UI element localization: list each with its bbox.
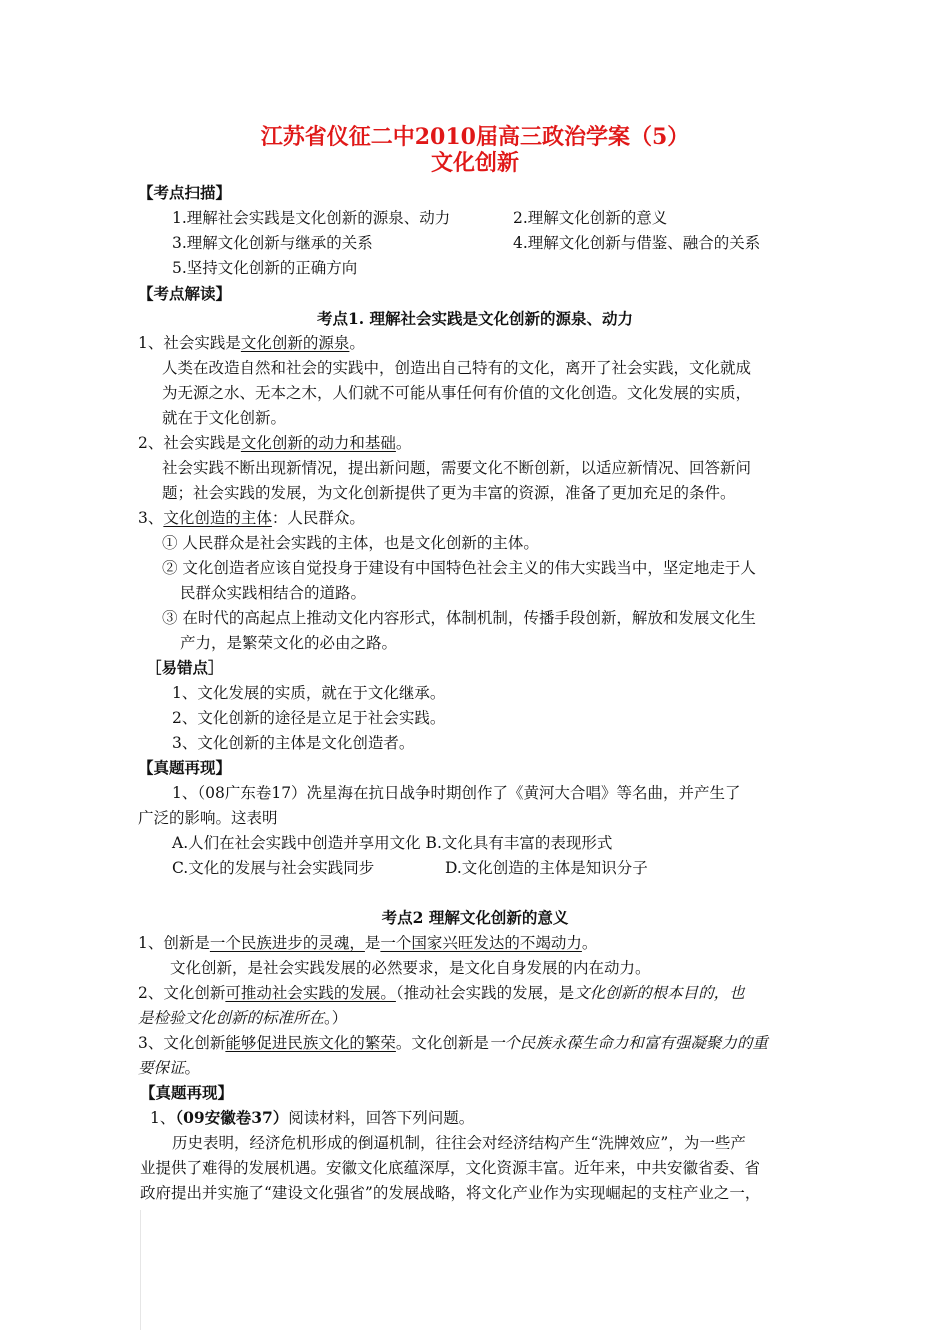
kp1-option-d: D.文化创造的主体是知识分子 [445, 859, 648, 877]
kp1-question-line-2: 广泛的影响。这表明 [138, 809, 278, 827]
kp1-p3-item-3-cont: 产力，是繁荣文化的必由之路。 [180, 634, 398, 652]
kp1-p2-line-1: 社会实践不断出现新情况，提出新问题，需要文化不断创新，以适应新情况、回答新问 [162, 459, 752, 477]
document-subtitle: 文化创新 [430, 150, 519, 176]
mistake-1: 1、文化发展的实质，就在于文化继承。 [172, 684, 446, 702]
real-heading-1: 【真题再现】 [138, 758, 232, 777]
kp2-point-3: 3、文化创新能够促进民族文化的繁荣。文化创新是一个民族永葆生命力和富有强凝聚力的重 [138, 1034, 768, 1052]
kp2-point-1: 1、创新是一个民族进步的灵魂，是一个国家兴旺发达的不竭动力。 [138, 934, 598, 952]
kp2-p1-body: 文化创新，是社会实践发展的必然要求，是文化自身发展的内在动力。 [170, 959, 651, 977]
kp2-point-2-cont: 是检验文化创新的标准所在。） [138, 1009, 348, 1027]
reading-heading: 【考点解读】 [138, 284, 232, 303]
kp1-option-c: C.文化的发展与社会实践同步 [172, 859, 375, 877]
kp1-options-ab: A.人们在社会实践中创造并享用文化 B.文化具有丰富的表现形式 [172, 834, 613, 852]
kp2-question: 1、（09安徽卷37）阅读材料，回答下列问题。 [150, 1108, 475, 1127]
kp1-p1-line-3: 就在于文化创新。 [162, 409, 287, 427]
kp1-p3-item-2: ② 文化创造者应该自觉投身于建设有中国特色社会主义的伟大实践当中，坚定地走于人 [162, 559, 756, 577]
mistakes-heading: ［易错点］ [146, 658, 224, 677]
kp2-material-line-1: 历史表明，经济危机形成的倒逼机制，往往会对经济结构产生“洗牌效应”，为一些产 [172, 1134, 746, 1152]
real-heading-2: 【真题再现】 [140, 1083, 234, 1102]
scan-item-3: 3.理解文化创新与继承的关系 [172, 234, 373, 252]
mistake-3: 3、文化创新的主体是文化创造者。 [172, 734, 415, 752]
scan-item-2: 2.理解文化创新的意义 [513, 209, 668, 227]
kp2-title: 考点2 理解文化创新的意义 [381, 908, 569, 927]
kp1-point-3: 3、文化创造的主体：人民群众。 [138, 509, 365, 527]
kp1-title: 考点1. 理解社会实践是文化创新的源泉、动力 [316, 309, 634, 328]
kp1-p1-line-2: 为无源之水、无本之木，人们就不可能从事任何有价值的文化创造。文化发展的实质， [162, 384, 752, 402]
kp2-material-line-3: 政府提出并实施了“建设文化强省”的发展战略，将文化产业作为实现崛起的支柱产业之一， [140, 1184, 761, 1202]
kp2-point-3-cont: 要保证。 [138, 1059, 201, 1077]
kp1-p1-line-1: 人类在改造自然和社会的实践中，创造出自己特有的文化，离开了社会实践，文化就成 [162, 359, 752, 377]
kp1-p3-item-1: ① 人民群众是社会实践的主体，也是文化创新的主体。 [162, 534, 539, 552]
scan-item-4: 4.理解文化创新与借鉴、融合的关系 [513, 234, 761, 252]
kp1-p3-item-3: ③ 在时代的高起点上推动文化内容形式，体制机制，传播手段创新，解放和发展文化生 [162, 609, 756, 627]
kp1-p3-item-2-cont: 民群众实践相结合的道路。 [180, 584, 367, 602]
margin-line [140, 1210, 141, 1330]
mistake-2: 2、文化创新的途径是立足于社会实践。 [172, 709, 446, 727]
kp2-point-2: 2、文化创新可推动社会实践的发展。（推动社会实践的发展，是文化创新的根本目的，也 [138, 984, 745, 1002]
scan-item-5: 5.坚持文化创新的正确方向 [172, 259, 358, 277]
document-title: 江苏省仪征二中2010届高三政治学案（5） [260, 124, 690, 150]
scan-heading: 【考点扫描】 [138, 183, 232, 202]
kp2-material-line-2: 业提供了难得的发展机遇。安徽文化底蕴深厚，文化资源丰富。近年来，中共安徽省委、省 [140, 1159, 761, 1177]
kp1-question-line-1: 1、（08广东卷17）冼星海在抗日战争时期创作了《黄河大合唱》等名曲，并产生了 [172, 784, 741, 802]
scan-item-1: 1.理解社会实践是文化创新的源泉、动力 [172, 209, 451, 227]
kp1-p2-line-2: 题；社会实践的发展，为文化创新提供了更为丰富的资源，准备了更加充足的条件。 [162, 484, 736, 502]
kp1-point-2: 2、社会实践是文化创新的动力和基础。 [138, 434, 412, 452]
kp1-point-1: 1、社会实践是文化创新的源泉。 [138, 334, 365, 352]
